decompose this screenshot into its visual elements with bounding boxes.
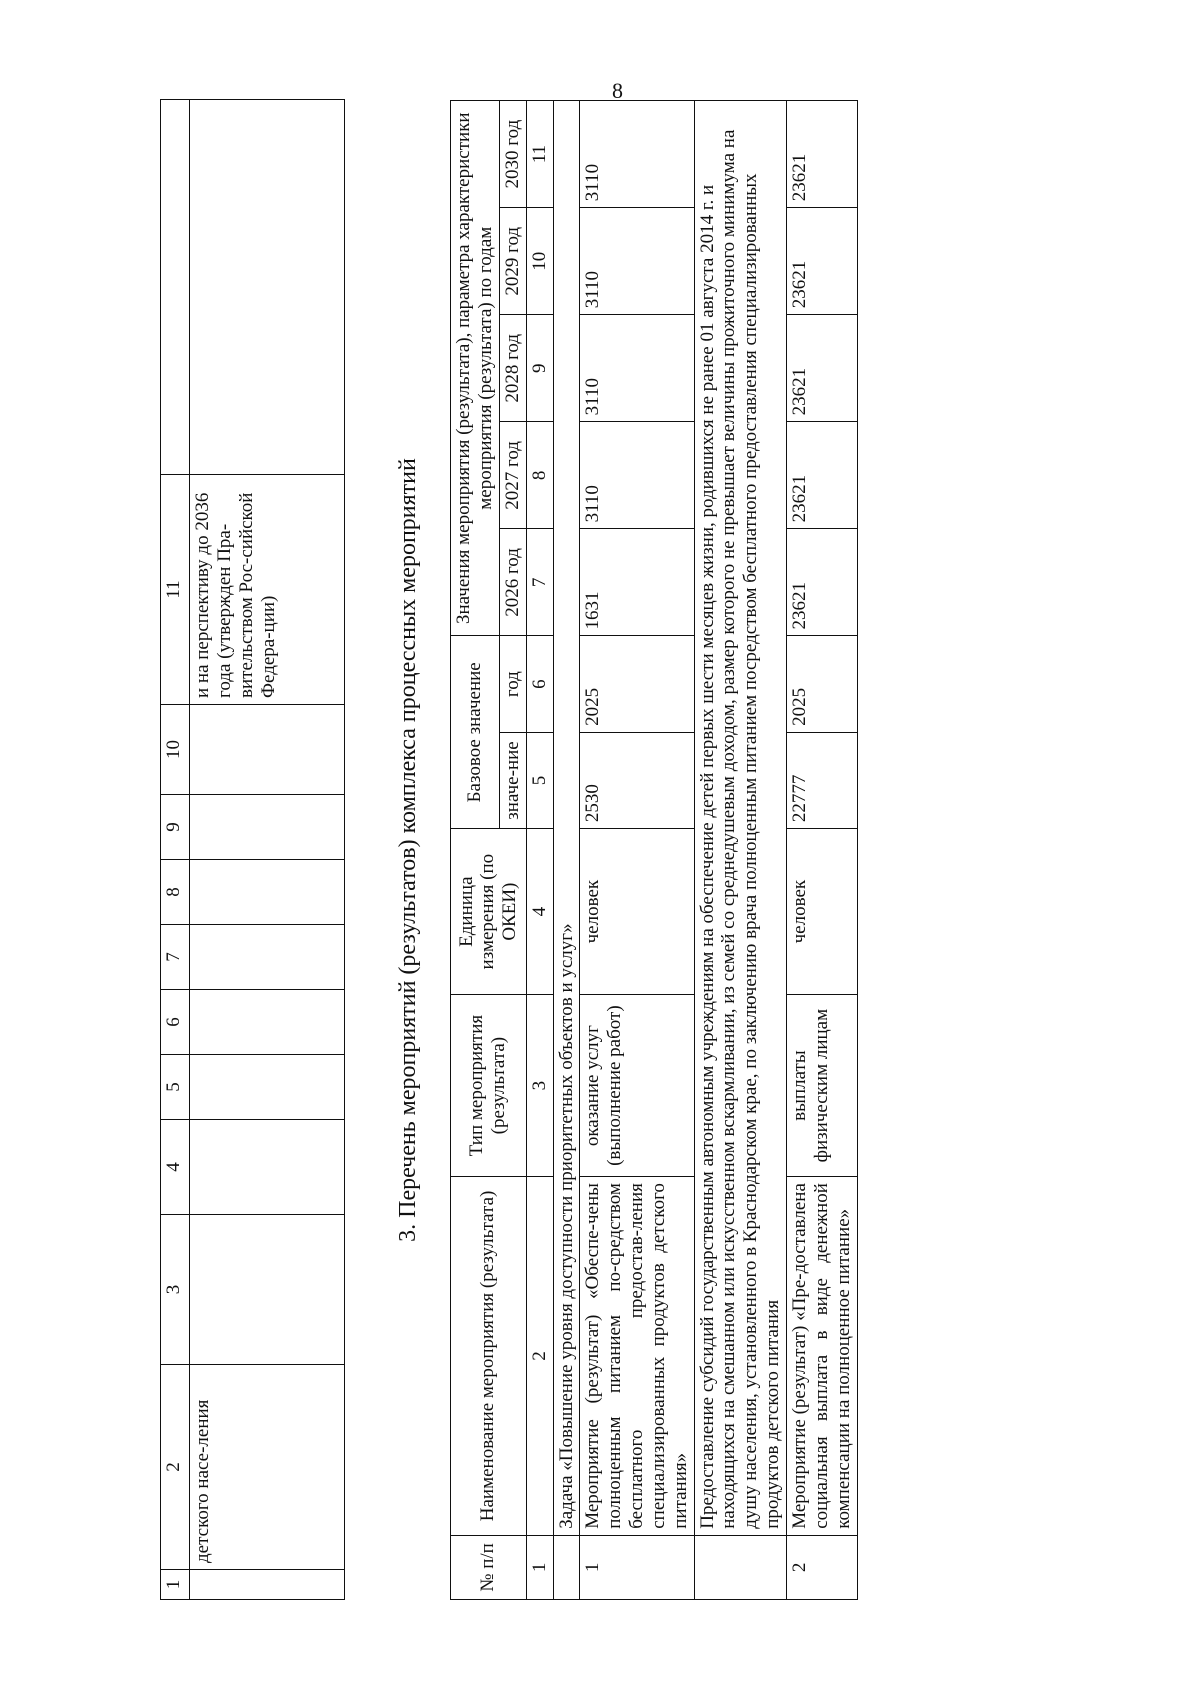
table-row (580, 101, 694, 1600)
header-base-year: год (499, 636, 526, 732)
rotated-page-content (160, 100, 1200, 1600)
top-col-num: 4 (161, 1120, 190, 1215)
top-table-row (190, 100, 345, 1600)
col-number: 8 (526, 422, 553, 529)
top-col-num: 2 (161, 1365, 190, 1570)
top-cell (190, 1215, 345, 1365)
row-name (580, 1177, 694, 1536)
row-unit: человек (580, 829, 694, 995)
top-cell (190, 925, 345, 990)
top-cell (190, 860, 345, 925)
top-cell (190, 795, 345, 860)
task-row (553, 101, 580, 1600)
row-value-2030: 3110 (580, 101, 694, 208)
top-col-num: 7 (161, 925, 190, 990)
top-cell (190, 705, 345, 795)
description-row (694, 101, 786, 1600)
row-value-2026: 1631 (580, 529, 694, 636)
top-col-num: 10 (161, 705, 190, 795)
col-number: 2 (526, 1177, 553, 1536)
row-value-2028: 3110 (580, 315, 694, 422)
col-number: 4 (526, 829, 553, 995)
header-type: Тип мероприятия (результата) (451, 995, 527, 1177)
row-name: Мероприятие (результат) «Пре-доставлена социальная выплата в виде денежной компенсации на полноценное питание» (786, 1177, 857, 1536)
row-type: оказание услуг (выполнение работ) (580, 995, 694, 1177)
top-table-number-row (161, 100, 190, 1600)
col-number: 10 (526, 208, 553, 315)
measures-table (450, 100, 858, 1600)
row-base-value: 22777 (786, 732, 857, 828)
top-cell-population: детского насе-ления (190, 1365, 345, 1570)
row-base-year: 2025 (580, 636, 694, 732)
header-year: 2030 год (499, 101, 526, 208)
top-table-continuation (160, 99, 345, 1600)
row-base-value: 2530 (580, 732, 694, 828)
col-number: 9 (526, 315, 553, 422)
header-base-value: значе-ние (499, 732, 526, 828)
header-year: 2029 год (499, 208, 526, 315)
header-name: Наименование мероприятия (результата) (451, 1177, 527, 1536)
top-cell (190, 1055, 345, 1120)
task-text: Задача «Повышение уровня доступности приоритетных объектов и услуг» (553, 101, 580, 1536)
header-year: 2026 год (499, 529, 526, 636)
top-cell (190, 1120, 345, 1215)
top-col-num: 9 (161, 795, 190, 860)
row-unit: человек (786, 829, 857, 995)
top-col-num: 3 (161, 1215, 190, 1365)
row-num: 2 (786, 1535, 857, 1599)
row-description: Предоставление субсидий государственным автономным учреждениям на обеспечение детей первых шести месяцев жизни, родившихся не ранее 01 августа 2014 г. и находящихся на смешанном или искусственном вскармливании, из семей со среднедушевым доходом, размер которого не превышает величины прожиточного минимума на душу населения, установленного в Краснодарском крае, по заключению врача полноценным питанием посредством бесплатного предоставления специализированных продуктов детского питания (694, 101, 786, 1536)
top-cell (190, 990, 345, 1055)
row-num: 1 (580, 1535, 694, 1599)
top-cell (190, 1570, 345, 1600)
table-row (786, 101, 857, 1600)
col-number: 11 (526, 101, 553, 208)
top-col-num: 1 (161, 1570, 190, 1600)
header-num: № п/п (451, 1535, 527, 1599)
header-year: 2027 год (499, 422, 526, 529)
task-num-cell (553, 1535, 580, 1599)
col-number: 1 (526, 1535, 553, 1599)
col-number: 3 (526, 995, 553, 1177)
page-number: 8 (612, 78, 623, 103)
top-col-num (161, 100, 190, 475)
row-value-2028: 23621 (786, 315, 857, 422)
top-col-num: 5 (161, 1055, 190, 1120)
column-number-row (526, 101, 553, 1600)
col-number: 5 (526, 732, 553, 828)
row-type: выплаты физическим лицам (786, 995, 857, 1177)
row-value-2029: 23621 (786, 208, 857, 315)
description-num-cell (694, 1535, 786, 1599)
header-base: Базовое значение (451, 636, 500, 829)
header-row-1 (451, 101, 500, 1600)
top-cell-perspective: и на перспективу до 2036 года (утвержден Пра-вительством Рос-сийской Федера-ции) (190, 475, 345, 705)
row-value-2027: 3110 (580, 422, 694, 529)
row-value-2030: 23621 (786, 101, 857, 208)
col-number: 7 (526, 529, 553, 636)
row-value-2027: 23621 (786, 422, 857, 529)
top-col-num: 8 (161, 860, 190, 925)
row-name-text: Мероприятие (результат) «Обеспе-чены полноценным питанием по-средством бесплатного предостав-ления специализированных продуктов детского питания» (582, 1183, 691, 1529)
top-cell (190, 100, 345, 475)
row-base-year: 2025 (786, 636, 857, 732)
header-values: Значения мероприятия (результата), параметра характеристики мероприятия (результата) по годам (451, 101, 500, 636)
header-unit: Единица измерения (по ОКЕИ) (451, 829, 527, 995)
section-title: 3. Перечень мероприятий (результатов) комплекса процессных мероприятий (395, 458, 421, 1242)
header-year: 2028 год (499, 315, 526, 422)
col-number: 6 (526, 636, 553, 732)
row-value-2029: 3110 (580, 208, 694, 315)
row-value-2026: 23621 (786, 529, 857, 636)
top-col-num: 11 (161, 475, 190, 705)
top-col-num: 6 (161, 990, 190, 1055)
